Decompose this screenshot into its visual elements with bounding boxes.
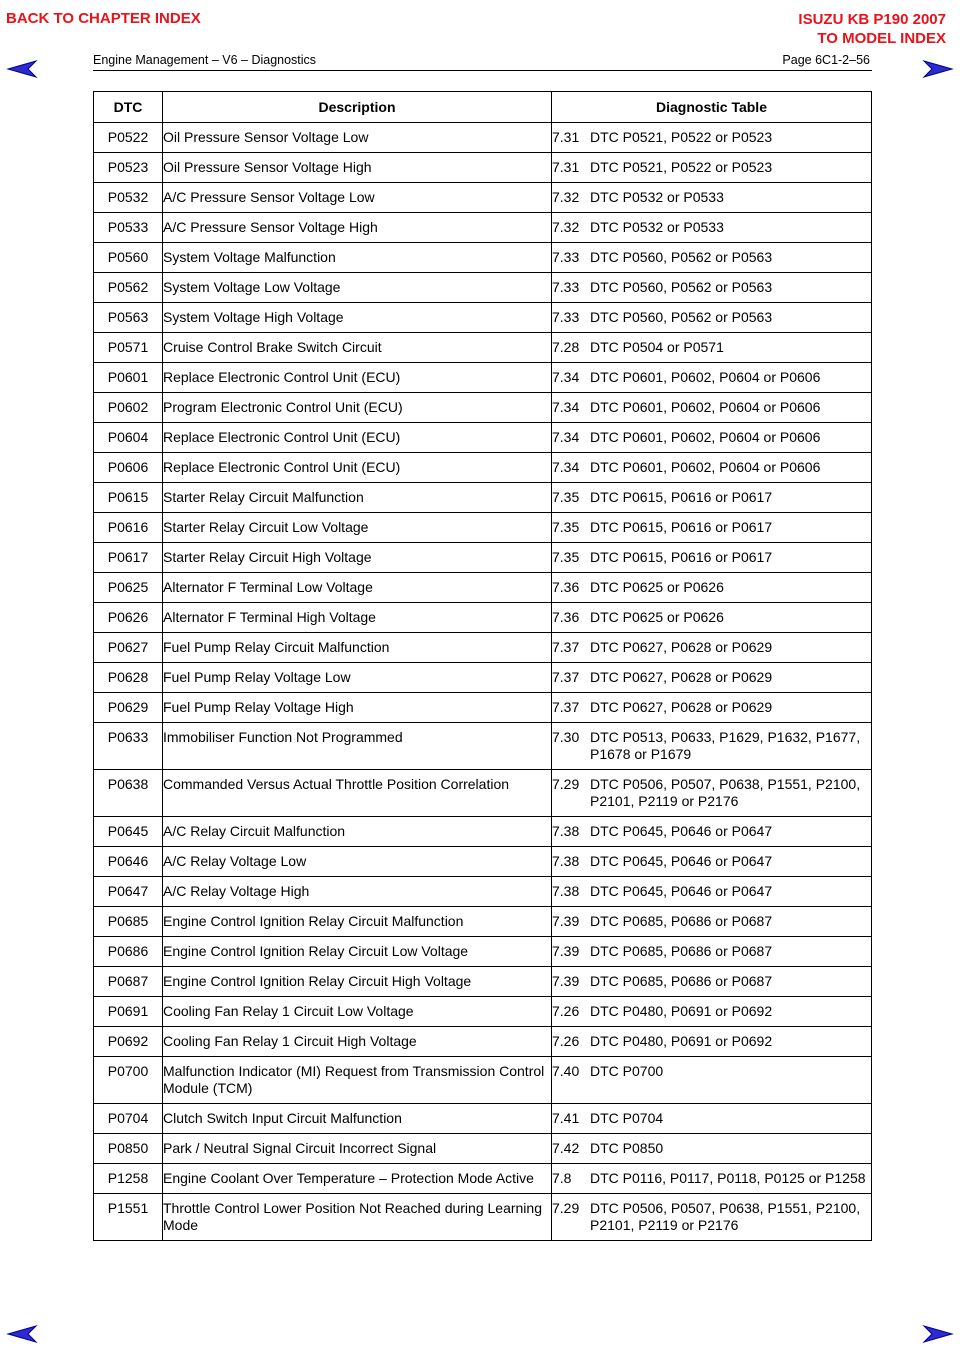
dtc-description: Fuel Pump Relay Voltage Low — [163, 663, 552, 693]
diagnostic-table-ref[interactable]: 7.37 — [552, 639, 580, 655]
dtc-description: Oil Pressure Sensor Voltage Low — [163, 123, 552, 153]
diagnostic-table-title[interactable]: DTC P0480, P0691 or P0692 — [590, 1033, 773, 1049]
diagnostic-table-cell — [552, 663, 872, 693]
diagnostic-table-title[interactable]: DTC P0521, P0522 or P0523 — [590, 159, 773, 175]
diagnostic-table-ref[interactable]: 7.41 — [552, 1110, 580, 1126]
diagnostic-table-ref[interactable]: 7.35 — [552, 549, 580, 565]
dtc-description: Commanded Versus Actual Throttle Position Correlation — [163, 770, 552, 817]
diagnostic-table-title[interactable]: DTC P0625 or P0626 — [590, 579, 724, 595]
table-row — [94, 877, 872, 907]
dtc-code: P0617 — [94, 543, 163, 573]
dtc-code: P0850 — [94, 1134, 163, 1164]
diagnostic-table-title[interactable]: DTC P0685, P0686 or P0687 — [590, 913, 773, 929]
diagnostic-table-ref[interactable]: 7.29 — [552, 1200, 580, 1216]
diagnostic-table-title[interactable]: DTC P0532 or P0533 — [590, 189, 724, 205]
diagnostic-table-title[interactable]: DTC P0850 — [590, 1140, 664, 1156]
dtc-description: Engine Control Ignition Relay Circuit Low Voltage — [163, 937, 552, 967]
diagnostic-table-cell — [552, 243, 872, 273]
diagnostic-table-title[interactable]: DTC P0601, P0602, P0604 or P0606 — [590, 369, 821, 385]
dtc-description: A/C Pressure Sensor Voltage High — [163, 213, 552, 243]
diagnostic-table-cell — [552, 483, 872, 513]
table-row — [94, 1104, 872, 1134]
dtc-code: P0645 — [94, 817, 163, 847]
diagnostic-table-ref[interactable]: 7.31 — [552, 129, 580, 145]
table-row — [94, 723, 872, 770]
diagnostic-table-ref[interactable]: 7.37 — [552, 669, 580, 685]
diagnostic-table-title[interactable]: DTC P0560, P0562 or P0563 — [590, 249, 773, 265]
dtc-code: P0628 — [94, 663, 163, 693]
dtc-code: P0522 — [94, 123, 163, 153]
diagnostic-table-ref[interactable]: 7.36 — [552, 609, 580, 625]
diagnostic-table-cell — [552, 633, 872, 663]
table-body — [94, 123, 872, 1241]
dtc-code: P0615 — [94, 483, 163, 513]
dtc-code: P0685 — [94, 907, 163, 937]
table-row — [94, 333, 872, 363]
table-row — [94, 937, 872, 967]
table-row — [94, 213, 872, 243]
table-row — [94, 967, 872, 997]
table-row — [94, 453, 872, 483]
table-row — [94, 1164, 872, 1194]
diagnostic-table-title[interactable]: DTC P0601, P0602, P0604 or P0606 — [590, 399, 821, 415]
diagnostic-table-cell — [552, 513, 872, 543]
diagnostic-table-cell — [552, 1027, 872, 1057]
diagnostic-table-cell — [552, 847, 872, 877]
dtc-code: P0606 — [94, 453, 163, 483]
dtc-description: Replace Electronic Control Unit (ECU) — [163, 453, 552, 483]
diagnostic-table-cell — [552, 363, 872, 393]
diagnostic-table-title[interactable]: DTC P0521, P0522 or P0523 — [590, 129, 773, 145]
diagnostic-table-cell — [552, 1194, 872, 1241]
dtc-code: P0616 — [94, 513, 163, 543]
dtc-code: P0563 — [94, 303, 163, 333]
diagnostic-table-ref[interactable]: 7.38 — [552, 853, 580, 869]
table-row — [94, 273, 872, 303]
table-row — [94, 303, 872, 333]
dtc-description: System Voltage Low Voltage — [163, 273, 552, 303]
diagnostic-table-cell — [552, 937, 872, 967]
diagnostic-table-ref[interactable]: 7.34 — [552, 429, 580, 445]
diagnostic-table-cell — [552, 1104, 872, 1134]
dtc-code: P0626 — [94, 603, 163, 633]
dtc-description: Malfunction Indicator (MI) Request from Transmission Control Module (TCM) — [163, 1057, 552, 1104]
dtc-description: A/C Pressure Sensor Voltage Low — [163, 183, 552, 213]
dtc-code: P0646 — [94, 847, 163, 877]
diagnostic-table-title[interactable]: DTC P0627, P0628 or P0629 — [590, 699, 773, 715]
to-model-index-link[interactable]: TO MODEL INDEX — [817, 30, 946, 47]
diagnostic-table-cell — [552, 723, 872, 770]
dtc-description: Immobiliser Function Not Programmed — [163, 723, 552, 770]
diagnostic-table-cell — [552, 997, 872, 1027]
dtc-description: Fuel Pump Relay Voltage High — [163, 693, 552, 723]
table-row — [94, 633, 872, 663]
diagnostic-table-ref[interactable]: 7.38 — [552, 883, 580, 899]
dtc-description: Starter Relay Circuit High Voltage — [163, 543, 552, 573]
table-row — [94, 770, 872, 817]
diagnostic-table-ref[interactable]: 7.33 — [552, 309, 580, 325]
dtc-description: Alternator F Terminal High Voltage — [163, 603, 552, 633]
diagnostic-table-title[interactable]: DTC P0504 or P0571 — [590, 339, 724, 355]
diagnostic-table-ref[interactable]: 7.39 — [552, 913, 580, 929]
table-row — [94, 183, 872, 213]
column-header-diagnostic-table: Diagnostic Table — [552, 92, 872, 123]
dtc-description: A/C Relay Voltage High — [163, 877, 552, 907]
diagnostic-table-cell — [552, 453, 872, 483]
diagnostic-table-title[interactable]: DTC P0560, P0562 or P0563 — [590, 309, 773, 325]
table-row — [94, 123, 872, 153]
diagnostic-table-title[interactable]: DTC P0625 or P0626 — [590, 609, 724, 625]
diagnostic-table-ref[interactable]: 7.31 — [552, 159, 580, 175]
dtc-code: P0571 — [94, 333, 163, 363]
dtc-code: P0604 — [94, 423, 163, 453]
column-header-description: Description — [163, 92, 552, 123]
model-nav — [798, 10, 946, 48]
table-row — [94, 243, 872, 273]
diagnostic-table-title[interactable]: DTC P0627, P0628 or P0629 — [590, 669, 773, 685]
dtc-description: System Voltage Malfunction — [163, 243, 552, 273]
dtc-code: P0638 — [94, 770, 163, 817]
diagnostic-table-cell — [552, 967, 872, 997]
next-page-arrow-bottom-icon[interactable] — [922, 1325, 954, 1343]
dtc-description: Oil Pressure Sensor Voltage High — [163, 153, 552, 183]
table-row — [94, 393, 872, 423]
dtc-code: P0562 — [94, 273, 163, 303]
table-row — [94, 513, 872, 543]
dtc-description: Cruise Control Brake Switch Circuit — [163, 333, 552, 363]
dtc-description: Replace Electronic Control Unit (ECU) — [163, 363, 552, 393]
dtc-code: P0692 — [94, 1027, 163, 1057]
dtc-description: A/C Relay Voltage Low — [163, 847, 552, 877]
dtc-description: Engine Control Ignition Relay Circuit Malfunction — [163, 907, 552, 937]
diagnostic-table-title[interactable]: DTC P0704 — [590, 1110, 664, 1126]
page-header-section: Engine Management – V6 – Diagnostics — [93, 53, 317, 67]
dtc-description: Cooling Fan Relay 1 Circuit High Voltage — [163, 1027, 552, 1057]
next-page-arrow-icon[interactable] — [922, 60, 954, 78]
dtc-code: P0627 — [94, 633, 163, 663]
diagnostic-table-cell — [552, 303, 872, 333]
model-title-link[interactable]: ISUZU KB P190 2007 — [798, 11, 946, 28]
table-row — [94, 573, 872, 603]
diagnostic-table-cell — [552, 770, 872, 817]
table-row — [94, 603, 872, 633]
dtc-code: P0704 — [94, 1104, 163, 1134]
diagnostic-table-title[interactable]: DTC P0645, P0646 or P0647 — [590, 823, 773, 839]
diagnostic-table-cell — [552, 817, 872, 847]
diagnostic-table-title[interactable]: DTC P0685, P0686 or P0687 — [590, 943, 773, 959]
dtc-description: Park / Neutral Signal Circuit Incorrect Signal — [163, 1134, 552, 1164]
previous-page-arrow-bottom-icon[interactable] — [6, 1325, 38, 1343]
diagnostic-table-title[interactable]: DTC P0615, P0616 or P0617 — [590, 519, 773, 535]
diagnostic-table-ref[interactable]: 7.28 — [552, 339, 580, 355]
dtc-code: P0629 — [94, 693, 163, 723]
dtc-code: P0601 — [94, 363, 163, 393]
table-row — [94, 663, 872, 693]
diagnostic-table-ref[interactable]: 7.33 — [552, 249, 580, 265]
diagnostic-table-title[interactable]: DTC P0700 — [590, 1063, 664, 1079]
diagnostic-table-ref[interactable]: 7.40 — [552, 1063, 580, 1079]
dtc-description: System Voltage High Voltage — [163, 303, 552, 333]
dtc-description: Starter Relay Circuit Malfunction — [163, 483, 552, 513]
diagnostic-table-cell — [552, 907, 872, 937]
diagnostic-table-title[interactable]: DTC P0601, P0602, P0604 or P0606 — [590, 429, 821, 445]
dtc-description: Engine Control Ignition Relay Circuit High Voltage — [163, 967, 552, 997]
diagnostic-table-title[interactable]: DTC P0560, P0562 or P0563 — [590, 279, 773, 295]
diagnostic-table-title[interactable]: DTC P0480, P0691 or P0692 — [590, 1003, 773, 1019]
dtc-code: P0647 — [94, 877, 163, 907]
table-row — [94, 1057, 872, 1104]
diagnostic-table-ref[interactable]: 7.34 — [552, 459, 580, 475]
dtc-description: Alternator F Terminal Low Voltage — [163, 573, 552, 603]
diagnostic-table-ref[interactable]: 7.36 — [552, 579, 580, 595]
table-row — [94, 847, 872, 877]
diagnostic-table-title[interactable]: DTC P0532 or P0533 — [590, 219, 724, 235]
dtc-code: P0633 — [94, 723, 163, 770]
diagnostic-table-cell — [552, 603, 872, 633]
dtc-description: Engine Coolant Over Temperature – Protection Mode Active — [163, 1164, 552, 1194]
diagnostic-table-title[interactable]: DTC P0601, P0602, P0604 or P0606 — [590, 459, 821, 475]
diagnostic-table-ref[interactable]: 7.33 — [552, 279, 580, 295]
dtc-description: Program Electronic Control Unit (ECU) — [163, 393, 552, 423]
diagnostic-table-cell — [552, 123, 872, 153]
table-row — [94, 997, 872, 1027]
table-row — [94, 1027, 872, 1057]
diagnostic-table-cell — [552, 877, 872, 907]
diagnostic-table-ref[interactable]: 7.35 — [552, 489, 580, 505]
diagnostic-table-cell — [552, 423, 872, 453]
diagnostic-table-ref[interactable]: 7.8 — [552, 1170, 572, 1186]
diagnostic-table-ref[interactable]: 7.42 — [552, 1140, 580, 1156]
diagnostic-table-title[interactable]: DTC P0615, P0616 or P0617 — [590, 549, 773, 565]
previous-page-arrow-icon[interactable] — [6, 60, 38, 78]
dtc-code: P0700 — [94, 1057, 163, 1104]
diagnostic-table-ref[interactable]: 7.26 — [552, 1033, 580, 1049]
diagnostic-table-cell — [552, 573, 872, 603]
diagnostic-table-title[interactable]: DTC P0615, P0616 or P0617 — [590, 489, 773, 505]
diagnostic-table-cell — [552, 393, 872, 423]
dtc-code: P0533 — [94, 213, 163, 243]
table-row — [94, 423, 872, 453]
dtc-description: Cooling Fan Relay 1 Circuit Low Voltage — [163, 997, 552, 1027]
dtc-code: P0532 — [94, 183, 163, 213]
table-row — [94, 693, 872, 723]
diagnostic-table-ref[interactable]: 7.39 — [552, 973, 580, 989]
diagnostic-table-title[interactable]: DTC P0685, P0686 or P0687 — [590, 973, 773, 989]
header-divider — [93, 70, 872, 71]
dtc-description: A/C Relay Circuit Malfunction — [163, 817, 552, 847]
dtc-code: P0686 — [94, 937, 163, 967]
diagnostic-table-title[interactable]: DTC P0506, P0507, P0638, P1551, P2100, P2101, P2119 or P2176 — [590, 776, 861, 809]
diagnostic-table-title[interactable]: DTC P0506, P0507, P0638, P1551, P2100, P2101, P2119 or P2176 — [590, 1200, 861, 1233]
table-row — [94, 907, 872, 937]
dtc-description: Fuel Pump Relay Circuit Malfunction — [163, 633, 552, 663]
table-row — [94, 1194, 872, 1241]
dtc-description: Clutch Switch Input Circuit Malfunction — [163, 1104, 552, 1134]
table-row — [94, 1134, 872, 1164]
diagnostic-table-ref[interactable]: 7.37 — [552, 699, 580, 715]
diagnostic-table-ref[interactable]: 7.38 — [552, 823, 580, 839]
table-row — [94, 483, 872, 513]
dtc-code: P1258 — [94, 1164, 163, 1194]
column-header-dtc: DTC — [94, 92, 163, 123]
dtc-table — [93, 91, 872, 1241]
dtc-code: P0687 — [94, 967, 163, 997]
table-row — [94, 153, 872, 183]
diagnostic-table-cell — [552, 693, 872, 723]
diagnostic-table-ref[interactable]: 7.29 — [552, 776, 580, 792]
dtc-description: Starter Relay Circuit Low Voltage — [163, 513, 552, 543]
dtc-code: P0625 — [94, 573, 163, 603]
diagnostic-table-cell — [552, 153, 872, 183]
diagnostic-table-title[interactable]: DTC P0645, P0646 or P0647 — [590, 853, 773, 869]
diagnostic-table-ref[interactable]: 7.39 — [552, 943, 580, 959]
diagnostic-table-ref[interactable]: 7.34 — [552, 399, 580, 415]
diagnostic-table-ref[interactable]: 7.30 — [552, 729, 580, 745]
table-header-row — [94, 92, 872, 123]
diagnostic-table-cell — [552, 183, 872, 213]
dtc-code: P0691 — [94, 997, 163, 1027]
back-to-chapter-index-link[interactable]: BACK TO CHAPTER INDEX — [6, 10, 201, 27]
diagnostic-table-title[interactable]: DTC P0645, P0646 or P0647 — [590, 883, 773, 899]
dtc-code: P0602 — [94, 393, 163, 423]
diagnostic-table-ref[interactable]: 7.32 — [552, 189, 580, 205]
table-row — [94, 363, 872, 393]
dtc-code: P0560 — [94, 243, 163, 273]
diagnostic-table-title[interactable]: DTC P0627, P0628 or P0629 — [590, 639, 773, 655]
dtc-code: P0523 — [94, 153, 163, 183]
diagnostic-table-ref[interactable]: 7.35 — [552, 519, 580, 535]
dtc-description: Replace Electronic Control Unit (ECU) — [163, 423, 552, 453]
diagnostic-table-cell — [552, 273, 872, 303]
diagnostic-table-cell — [552, 1134, 872, 1164]
diagnostic-table-cell — [552, 543, 872, 573]
diagnostic-table-ref[interactable]: 7.34 — [552, 369, 580, 385]
diagnostic-table-ref[interactable]: 7.32 — [552, 219, 580, 235]
page-number: Page 6C1-2–56 — [782, 53, 870, 67]
diagnostic-table-title[interactable]: DTC P0513, P0633, P1629, P1632, P1677, P1678 or P1679 — [590, 729, 861, 762]
diagnostic-table-cell — [552, 333, 872, 363]
diagnostic-table-title[interactable]: DTC P0116, P0117, P0118, P0125 or P1258 — [590, 1170, 866, 1186]
diagnostic-table-cell — [552, 1164, 872, 1194]
table-row — [94, 543, 872, 573]
dtc-description: Throttle Control Lower Position Not Reached during Learning Mode — [163, 1194, 552, 1241]
diagnostic-table-cell — [552, 213, 872, 243]
diagnostic-table-ref[interactable]: 7.26 — [552, 1003, 580, 1019]
table-row — [94, 817, 872, 847]
diagnostic-table-cell — [552, 1057, 872, 1104]
dtc-code: P1551 — [94, 1194, 163, 1241]
